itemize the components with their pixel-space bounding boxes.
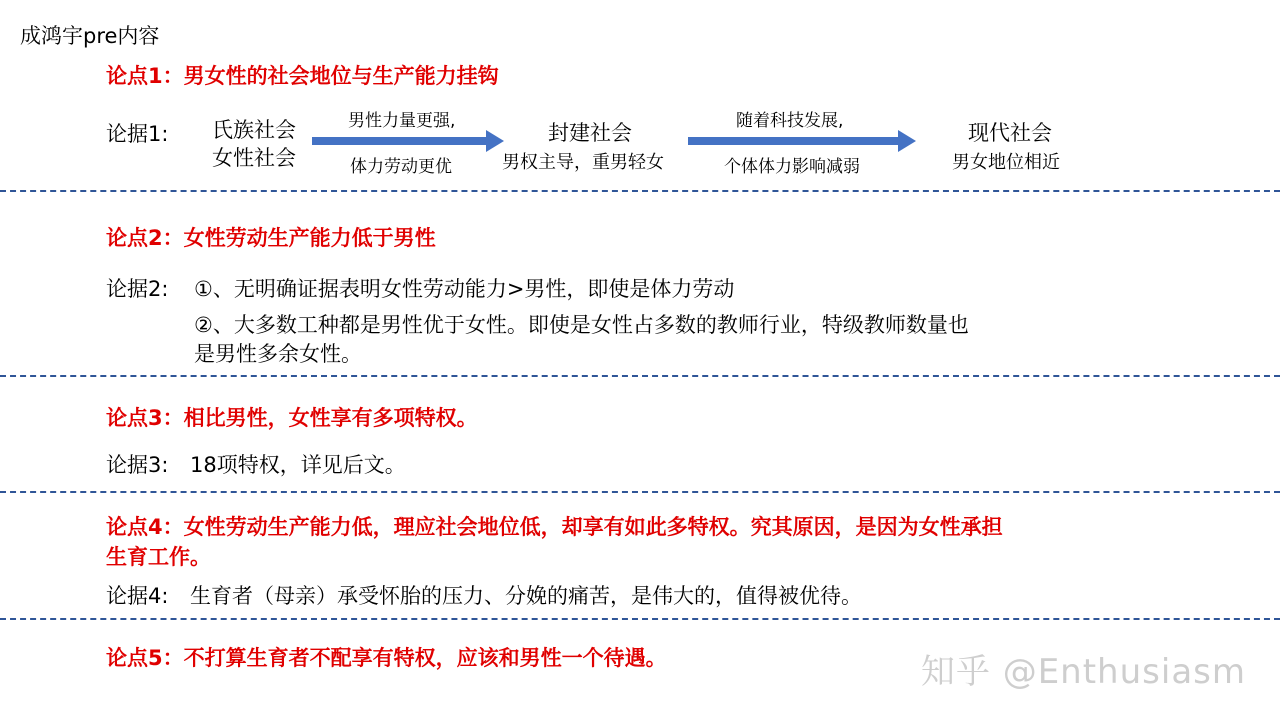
argument-4-text: 生育者（母亲）承受怀胎的压力、分娩的痛苦，是伟大的，值得被优待。 [190,584,862,608]
flow-node-modern-title: 现代社会 [968,121,1052,145]
flow-arrow-1 [312,128,504,154]
argument-2-line-1: ①、无明确证据表明女性劳动能力>男性，即使是体力劳动 [194,277,735,301]
divider-1 [0,190,1280,192]
flow-node-subtitle: 女性社会 [212,146,296,170]
flow-node-feudal-subtitle: 男权主导，重男轻女 [502,152,664,173]
point-4-line-2: 生育工作。 [106,545,211,569]
flow-node-feudal-title: 封建社会 [548,121,632,145]
divider-3 [0,491,1280,493]
flow-node-title: 氏族社会 [212,118,296,142]
divider-2 [0,375,1280,377]
point-5: 论点5：不打算生育者不配享有特权，应该和男性一个待遇。 [106,646,667,670]
page-title: 成鸿宇pre内容 [20,24,160,48]
argument-4-label: 论据4: [106,584,169,608]
arrow-2-bottom-label: 个体体力影响减弱 [724,157,860,177]
flow-arrow-2 [688,128,916,154]
point-1: 论点1：男女性的社会地位与生产能力挂钩 [106,64,499,88]
argument-2-label: 论据2: [106,277,169,301]
argument-2-line-2: ②、大多数工种都是男性优于女性。即使是女性占多数的教师行业，特级教师数量也 [194,313,969,337]
zhihu-watermark: 知乎 @Enthusiasm [920,652,1246,692]
point-4-line-1: 论点4：女性劳动生产能力低，理应社会地位低，却享有如此多特权。究其原因，是因为女性承担 [106,515,1003,539]
argument-3-text: 18项特权，详见后文。 [190,453,406,477]
point-3: 论点3：相比男性，女性享有多项特权。 [106,406,478,430]
arrow-2-top-label: 随着科技发展, [736,111,844,131]
divider-4 [0,618,1280,620]
arrow-1-top-label: 男性力量更强, [348,111,456,131]
flow-node-modern-subtitle: 男女地位相近 [952,152,1060,173]
point-2: 论点2：女性劳动生产能力低于男性 [106,226,436,250]
argument-3-label: 论据3: [106,453,169,477]
argument-2-line-3: 是男性多余女性。 [194,342,362,366]
flow-node-clan-society [196,116,312,172]
arrow-1-bottom-label: 体力劳动更优 [350,157,452,177]
argument-1-label: 论据1: [106,122,169,146]
